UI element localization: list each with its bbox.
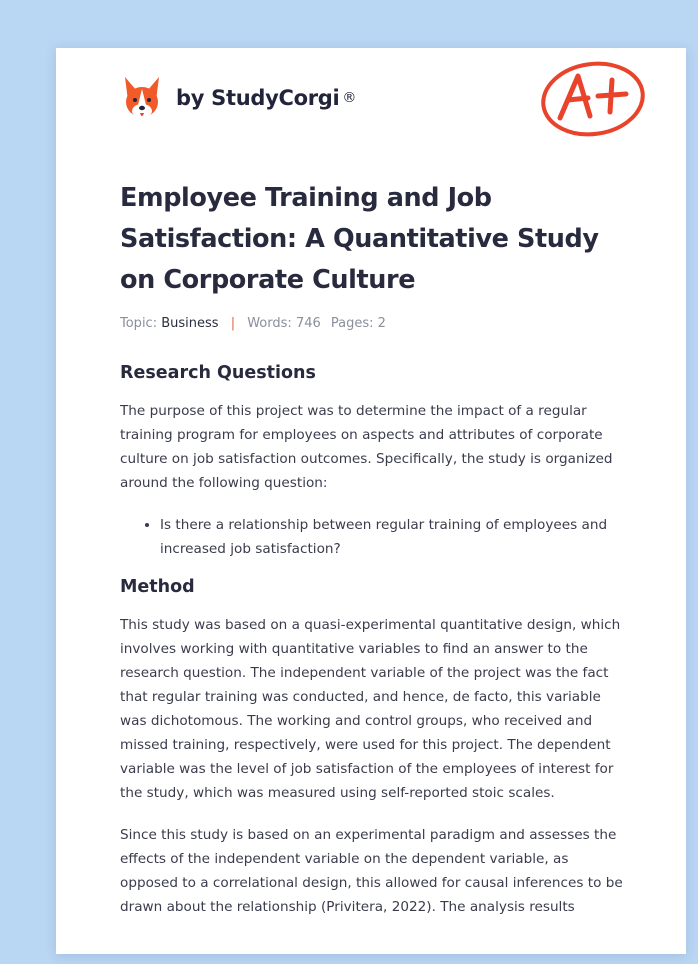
list-item: • Is there a relationship between regular training of employees and increased job satisfaction? xyxy=(160,513,630,561)
paragraph: This study was based on a quasi-experimental quantitative design, which involves working with quantitative variables to find an answer to the research question. The independent variable of the project was the fact that regular training was conducted, and hence, de facto, this variable was dichotomous. The working and control groups, who received and missed training, respectively, were used for this project. The dependent variable was the level of job satisfaction of the employees of interest for the study, which was measured using self-reported stoic scales. xyxy=(120,617,621,801)
corgi-icon xyxy=(122,75,162,121)
document-content xyxy=(120,178,630,937)
registered-mark: ® xyxy=(342,90,357,106)
document-page xyxy=(56,48,686,954)
section-heading-research-questions: Research Questions xyxy=(120,363,316,383)
document-meta xyxy=(120,315,630,333)
meta-separator: | xyxy=(230,316,236,331)
brand-logo[interactable] xyxy=(122,74,356,122)
section-heading-method: Method xyxy=(120,577,195,597)
topic-link[interactable]: Business xyxy=(161,316,219,331)
bullet-list xyxy=(120,513,630,561)
topic-label: Topic: xyxy=(120,316,158,331)
paragraph: Since this study is based on an experimental paradigm and assesses the effects of the independent variable on the dependent variable, as opposed to a correlational design, this allowed for causal inferences to be drawn about the relationship (Privitera, 2022). The analysis results xyxy=(120,827,623,915)
brand-name: by StudyCorgi xyxy=(176,86,340,110)
document-title: Employee Training and Job Satisfaction: A Quantitative Study on Corporate Culture xyxy=(120,183,599,295)
words-label: Words: xyxy=(247,316,292,331)
paragraph: The purpose of this project was to determine the impact of a regular training program for employees on aspects and attributes of corporate culture on job satisfaction outcomes. Specifically, the study is organized around the following question: xyxy=(120,403,613,491)
pages-label: Pages: xyxy=(330,316,374,331)
grade-a-plus-icon xyxy=(538,58,648,140)
words-value: 746 xyxy=(295,316,321,331)
pages-value: 2 xyxy=(377,316,386,331)
